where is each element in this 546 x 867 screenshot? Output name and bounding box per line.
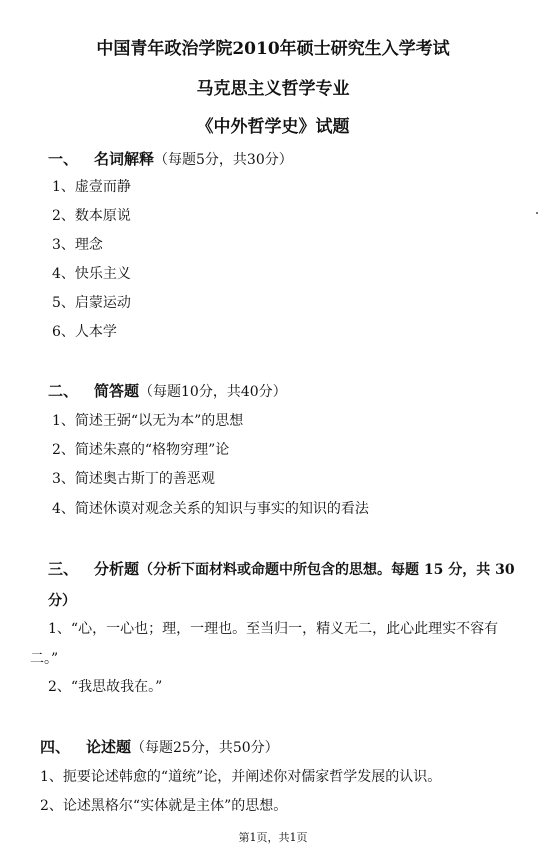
question-item: 2、论述黑格尔“实体就是主体”的思想。 <box>40 798 288 814</box>
scan-speck <box>536 212 538 214</box>
question-item: 2、“我思故我在。” <box>48 679 163 695</box>
question-item: 6、人本学 <box>52 324 117 340</box>
section-scoring: （分析下面材料或命题中所包含的思想。每题 15 分，共 30分） <box>48 562 515 609</box>
section-number: 三、 <box>48 560 79 578</box>
question-item: 5、启蒙运动 <box>52 295 131 311</box>
question-item: 4、快乐主义 <box>52 266 131 282</box>
question-item: 3、简述奥古斯丁的善恶观 <box>52 471 215 487</box>
question-item: 1、简述王弼“以无为本”的思想 <box>52 413 244 429</box>
question-item: 1、“心，一心也；理，一理也。至当归一，精义无二，此心此理实不容有二。” <box>30 621 499 667</box>
section-1-heading <box>48 148 293 169</box>
section-2-heading <box>48 380 287 401</box>
section-title: 名词解释 <box>94 150 155 168</box>
question-item: 1、扼要论述韩愈的“道统”论，并阐述你对儒家哲学发展的认识。 <box>40 769 442 785</box>
section-title: 简答题 <box>94 382 140 400</box>
subject-title: 《中外哲学史》试题 <box>196 117 350 137</box>
section-3-heading <box>48 554 518 616</box>
question-item: 2、数本原说 <box>52 208 131 224</box>
question-item: 2、简述朱熹的“格物穷理”论 <box>52 442 230 458</box>
section-scoring: （每题10分，共40分） <box>139 384 287 400</box>
section-number: 二、 <box>48 382 79 400</box>
section-number: 四、 <box>40 738 71 756</box>
question-item: 3、理念 <box>52 237 103 253</box>
question-item: 4、简述休谟对观念关系的知识与事实的知识的看法 <box>52 501 369 517</box>
section-number: 一、 <box>48 150 79 168</box>
section-4-heading <box>40 736 279 757</box>
section-title: 分析题 <box>94 560 140 578</box>
section-title: 论述题 <box>86 738 132 756</box>
question-item: 1、虚壹而静 <box>52 179 131 195</box>
exam-title: 中国青年政治学院2010年硕士研究生入学考试 <box>96 39 450 59</box>
page-number: 第1页，共1页 <box>238 831 308 844</box>
major-title: 马克思主义哲学专业 <box>196 79 350 99</box>
section-scoring: （每题25分，共50分） <box>131 740 279 756</box>
section-scoring: （每题5分，共30分） <box>154 152 293 168</box>
